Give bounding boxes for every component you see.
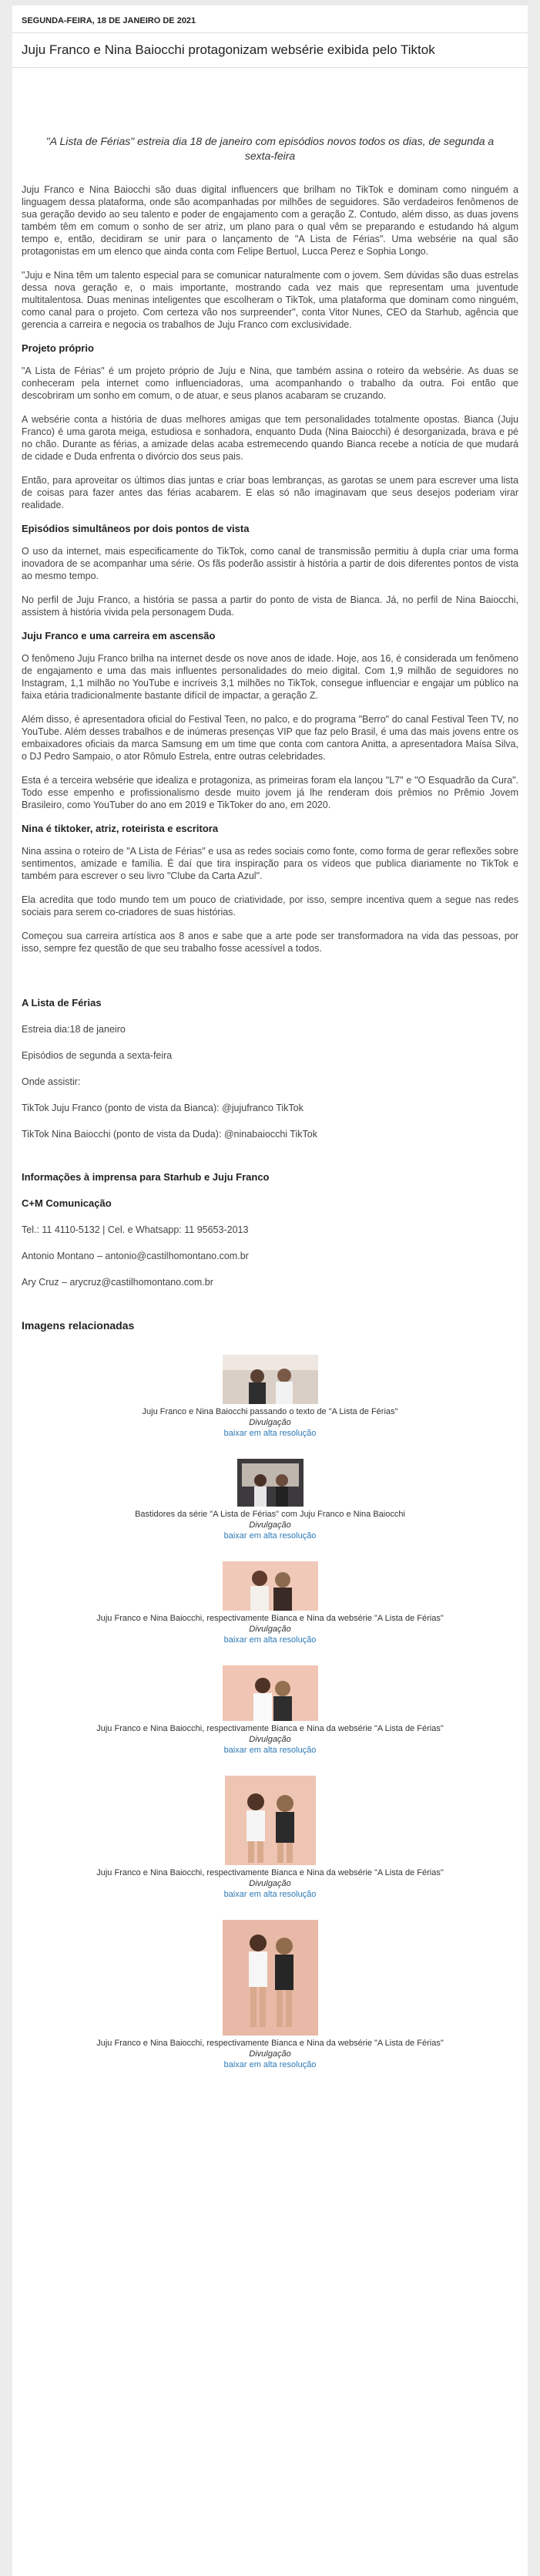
info-line: Estreia dia:18 de janeiro bbox=[22, 1024, 126, 1035]
photo-thumbnail[interactable] bbox=[223, 1561, 318, 1611]
series-info-title: A Lista de Férias bbox=[22, 997, 102, 1009]
section-heading: Juju Franco e uma carreira em ascensão bbox=[22, 630, 216, 641]
photo-thumbnail[interactable] bbox=[223, 1665, 318, 1721]
paragraph: Ela acredita que todo mundo tem um pouco de criatividade, por isso, sempre incentiva quem a segue nas redes sociais para serem co-criadores de suas histórias. bbox=[22, 894, 518, 918]
article-body bbox=[22, 184, 518, 2070]
gallery-title: Imagens relacionadas bbox=[22, 1319, 135, 1332]
photo-thumbnail[interactable] bbox=[223, 1355, 318, 1404]
image-credit: Divulgação bbox=[249, 1625, 291, 1634]
gallery-item bbox=[22, 1776, 518, 1900]
section-heading: Episódios simultâneos por dois pontos de vista bbox=[22, 523, 250, 534]
info-line: TikTok Nina Baiocchi (ponto de vista da Duda): @ninabaiocchi TikTok bbox=[22, 1129, 317, 1140]
article-subtitle: "A Lista de Férias" estreia dia 18 de janeiro com episódios novos todos os dias, de segunda a sexta-feira bbox=[45, 135, 495, 162]
info-line: Onde assistir: bbox=[22, 1076, 81, 1087]
page bbox=[12, 0, 528, 2576]
photo-thumbnail[interactable] bbox=[225, 1776, 316, 1865]
gallery-item bbox=[22, 1561, 518, 1645]
series-info bbox=[22, 997, 518, 1140]
gallery-item bbox=[22, 1355, 518, 1439]
paragraph: No perfil de Juju Franco, a história se passa a partir do ponto de vista de Bianca. Já, no perfil de Nina Baiocchi, assistem à história vivida pela personagem Duda. bbox=[22, 594, 518, 618]
image-credit: Divulgação bbox=[249, 1879, 291, 1888]
photo-thumbnail[interactable] bbox=[223, 1920, 318, 2036]
image-caption: Juju Franco e Nina Baiocchi, respectivamente Bianca e Nina da websérie "A Lista de Férias" bbox=[96, 2039, 444, 2048]
image-caption: Juju Franco e Nina Baiocchi passando o texto de "A Lista de Férias" bbox=[142, 1407, 398, 1416]
paragraph: O uso da internet, mais especificamente do TikTok, como canal de transmissão permitiu à dupla criar uma forma inovadora de se acompanhar uma série. Os fãs poderão assistir à história a partir de dois diferentes pontos de vista ao mesmo tempo. bbox=[22, 546, 518, 581]
download-link[interactable]: baixar em alta resolução bbox=[223, 1635, 317, 1645]
paragraph: Além disso, é apresentadora oficial do Festival Teen, no palco, e do programa "Berro" do canal Festival Teen TV, no YouTube. Além desses trabalhos e de inúmeras presenças VIP que faz pelo Brasil, é uma das mais jovens entre os embaixadores oficiais da marca Samsung em um time que conta com cantora Anitta, a apresentadora Maísa Silva, o DJ Pedro Sampaio, o ator Rômulo Estrela, entre outras celebridades. bbox=[22, 714, 518, 762]
download-link[interactable]: baixar em alta resolução bbox=[223, 1746, 317, 1755]
gallery-item bbox=[22, 1459, 518, 1541]
paragraph: Começou sua carreira artística aos 8 anos e sabe que a arte pode ser transformadora na vida das pessoas, por isso, sempre fez questão de que seu trabalho fosse acessível a todos. bbox=[22, 931, 518, 954]
related-images bbox=[22, 1319, 518, 2070]
image-caption: Juju Franco e Nina Baiocchi, respectivamente Bianca e Nina da websérie "A Lista de Férias" bbox=[96, 1724, 444, 1733]
paragraph: "A Lista de Férias" é um projeto próprio de Juju e Nina, que também assina o roteiro da websérie. As duas se conheceram pela internet como influenciadoras, uma acompanhando o trabalho da outra. Foi então que descobriram um sonho em comum, o de atuar, e seus planos acabaram se cruzando. bbox=[22, 365, 518, 401]
paragraph: Nina assina o roteiro de "A Lista de Férias" e usa as redes sociais como fonte, como forma de gerar reflexões sobre sentimentos, amizade e família. É daí que tira inspiração para os vídeos que publica diariamente no TikTok e também para escrever o seu livro "Clube da Carta Azul". bbox=[22, 846, 518, 881]
image-caption: Juju Franco e Nina Baiocchi, respectivamente Bianca e Nina da websérie "A Lista de Férias" bbox=[96, 1868, 444, 1877]
paragraph: "Juju e Nina têm um talento especial para se comunicar naturalmente com o jovem. Sem dúvidas são duas estrelas dessa nova geração e, o mais importante, mostrando cada vez mais que representam uma juventude multitalentosa. Duas meninas inteligentes que escolheram o TikTok, uma plataforma que dominam como ninguém, como canal para o projeto. Com certeza vão nos surpreender", conta Vitor Nunes, CEO da Starhub, agência que gerencia a carreira e negocia os trabalhos de Juju Franco com exclusividade. bbox=[22, 270, 518, 330]
top-bar bbox=[12, 0, 528, 5]
section-heading: Projeto próprio bbox=[22, 342, 94, 354]
press-agency: C+M Comunicação bbox=[22, 1197, 112, 1209]
press-contact: Antonio Montano – antonio@castilhomontano.com.br bbox=[22, 1251, 249, 1261]
gallery-item bbox=[22, 1920, 518, 2070]
paragraph: A websérie conta a história de duas melhores amigas que tem personalidades totalmente opostas. Bianca (Juju Franco) é uma garota meiga, estudiosa e sonhadora, enquanto Duda (Nina Baiocchi) é desorganizada, brava e pé no chão. Durante as férias, a amizade delas acaba estremecendo quando Bianca recebe a notícia de que mudará de cidade e Duda enfrenta o divórcio dos seus pais. bbox=[22, 414, 518, 462]
download-link[interactable]: baixar em alta resolução bbox=[223, 1429, 317, 1438]
info-line: TikTok Juju Franco (ponto de vista da Bianca): @jujufranco TikTok bbox=[22, 1103, 304, 1113]
image-credit: Divulgação bbox=[249, 1418, 291, 1427]
download-link[interactable]: baixar em alta resolução bbox=[223, 1531, 317, 1541]
image-caption: Bastidores da série "A Lista de Férias" com Juju Franco e Nina Baiocchi bbox=[135, 1510, 405, 1519]
image-credit: Divulgação bbox=[249, 1520, 291, 1530]
download-link[interactable]: baixar em alta resolução bbox=[223, 2060, 317, 2069]
image-credit: Divulgação bbox=[249, 1735, 291, 1744]
press-contact: Ary Cruz – arycruz@castilhomontano.com.br bbox=[22, 1277, 213, 1288]
paragraph: Então, para aproveitar os últimos dias juntas e criar boas lembranças, as garotas se unem para escrever uma lista de coisas para fazer antes das férias acabarem. E elas só não imaginavam que seus desejos poderiam virar realidade. bbox=[22, 475, 518, 510]
title-divider bbox=[12, 67, 528, 68]
press-contacts bbox=[22, 1171, 518, 1288]
paragraph: Juju Franco e Nina Baiocchi são duas digital influencers que brilham no TikTok e dominam como ninguém a linguagem dessa plataforma, onde são acompanhadas por milhões de seguidores. São verdadeiros fenômenos de sua geração devido ao seu talento e poder de engajamento com a geração Z. Contudo, além disso, as duas jovens também têm em comum o sonho de ser atriz, um plano para o qual vêm se preparando e estudando há algum tempo e, então, decidiram se unir para o lançamento de "A Lista de Férias". Uma websérie na qual são protagonistas em um elenco que ainda conta com Felipe Bertuol, Lucca Perez e Sophia Longo. bbox=[22, 184, 518, 257]
gallery-item bbox=[22, 1665, 518, 1756]
section-heading: Nina é tiktoker, atriz, roteirista e escritora bbox=[22, 823, 219, 834]
paragraph: Esta é a terceira websérie que idealiza e protagoniza, as primeiras foram ela lançou "L7" e "O Esquadrão da Cura". Todo esse empenho e profissionalismo desde muito jovem já lhe renderam dois prêmios no Prêmio Jovem Brasileiro, como YouTuber do ano em 2019 e TikToker do ano, em 2020. bbox=[22, 775, 518, 810]
press-title: Informações à imprensa para Starhub e Juju Franco bbox=[22, 1171, 270, 1183]
download-link[interactable]: baixar em alta resolução bbox=[223, 1890, 317, 1899]
post-date: SEGUNDA-FEIRA, 18 DE JANEIRO DE 2021 bbox=[12, 5, 528, 33]
image-credit: Divulgação bbox=[249, 2049, 291, 2059]
paragraph: O fenômeno Juju Franco brilha na internet desde os nove anos de idade. Hoje, aos 16, é considerada um fenômeno de engajamento e uma das mais influentes personalidades do meio digital. Com 1,9 milhão de seguidores no Instagram, 1,1 milhão no YouTube e incríveis 3,1 milhões no TikTok, consegue influenciar e engajar um público na faixa etária tradicionalmente bastante difícil de impactar, a geração Z. bbox=[22, 653, 518, 701]
photo-thumbnail[interactable] bbox=[237, 1459, 304, 1507]
info-line: Episódios de segunda a sexta-feira bbox=[22, 1050, 173, 1061]
article-title: Juju Franco e Nina Baiocchi protagonizam websérie exibida pelo Tiktok bbox=[22, 42, 435, 57]
image-caption: Juju Franco e Nina Baiocchi, respectivamente Bianca e Nina da websérie "A Lista de Férias" bbox=[96, 1614, 444, 1623]
press-phone: Tel.: 11 4110-5132 | Cel. e Whatsapp: 11 95653-2013 bbox=[22, 1224, 249, 1235]
